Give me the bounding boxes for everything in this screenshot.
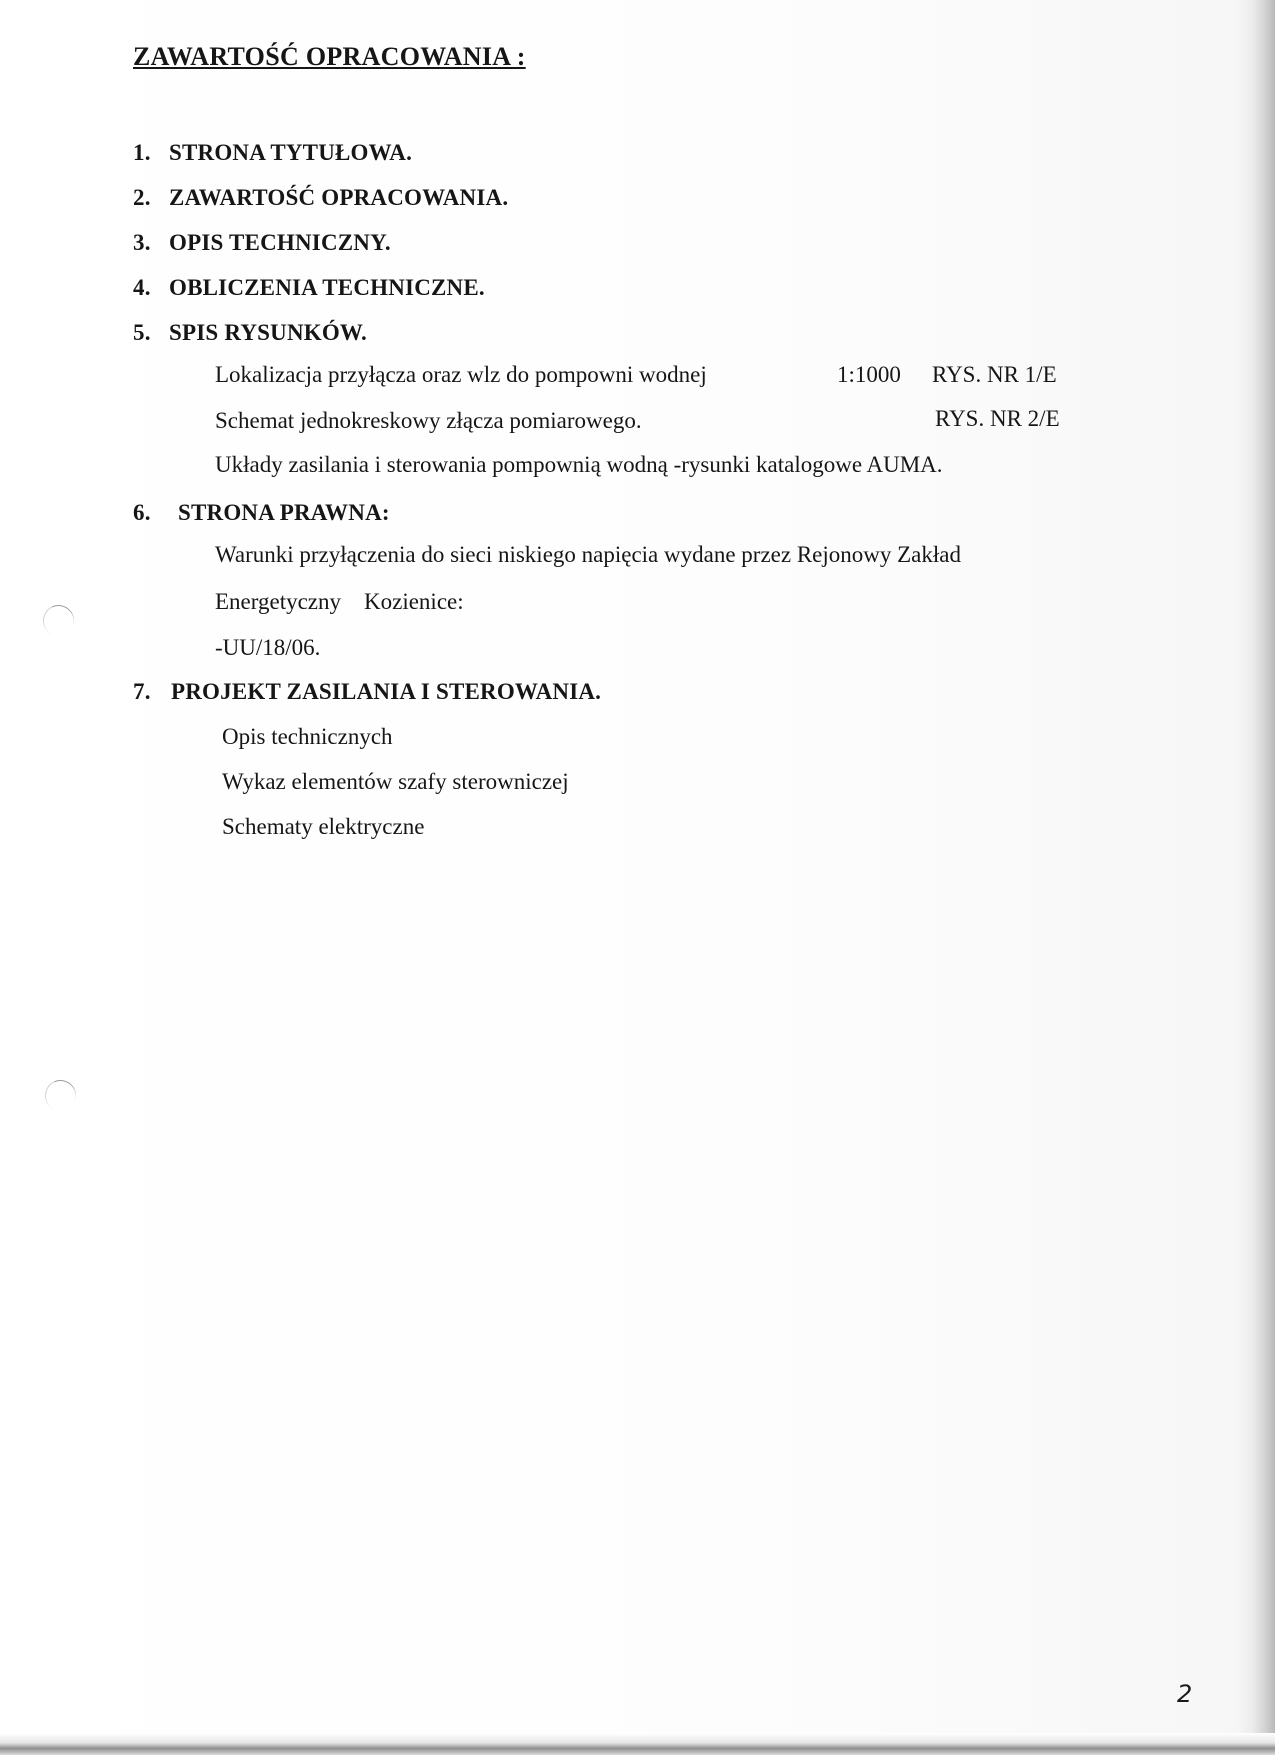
toc-item-number: 2. [133,185,151,210]
toc-item-label: SPIS RYSUNKÓW. [169,320,367,345]
toc-item-6 [133,500,390,526]
drawing-scale: 1:1000 [837,362,901,387]
toc-item-number: 4. [133,275,151,300]
legal-reference: -UU/18/06. [215,635,321,660]
legal-text-line: Energetyczny Kozienice: [215,589,464,614]
drawing-description: Układy zasilania i sterowania pompownią wodną -rysunki katalogowe AUMA. [215,452,943,477]
toc-item-number: 5. [133,320,151,345]
toc-item-number: 7. [133,679,151,704]
toc-item-5 [133,320,367,346]
toc-item-number: 3. [133,230,151,255]
punch-hole-mark [41,1076,81,1116]
toc-item-3 [133,230,391,256]
scan-shadow-right [1237,0,1275,1755]
drawing-ref: RYS. NR 1/E [932,362,1057,387]
toc-item-number: 1. [133,140,151,165]
toc-item-7 [133,679,601,705]
page-number: 2 [1177,1680,1193,1708]
project-subitem: Schematy elektryczne [222,814,425,839]
toc-item-1 [133,140,412,166]
toc-item-2 [133,185,508,211]
toc-item-label: ZAWARTOŚĆ OPRACOWANIA. [169,185,509,210]
drawing-ref: RYS. NR 2/E [935,406,1060,431]
toc-item-label: STRONA PRAWNA: [178,500,390,525]
toc-item-label: STRONA TYTUŁOWA. [169,140,413,165]
project-subitem: Opis technicznych [222,724,393,749]
punch-hole-mark [39,601,79,641]
toc-item-label: OBLICZENIA TECHNICZNE. [169,275,485,300]
toc-item-label: OPIS TECHNICZNY. [169,230,391,255]
drawing-description: Schemat jednokreskowy złącza pomiarowego. [215,408,642,433]
page-title: ZAWARTOŚĆ OPRACOWANIA : [133,42,526,71]
scan-shadow-bottom [0,1733,1275,1755]
toc-item-4 [133,275,485,301]
project-subitem: Wykaz elementów szafy sterowniczej [222,769,569,794]
toc-item-number: 6. [133,500,151,525]
legal-text-line: Warunki przyłączenia do sieci niskiego napięcia wydane przez Rejonowy Zakład [215,542,961,567]
drawing-description: Lokalizacja przyłącza oraz wlz do pompowni wodnej [215,362,707,387]
toc-item-label: PROJEKT ZASILANIA I STEROWANIA. [171,679,602,704]
